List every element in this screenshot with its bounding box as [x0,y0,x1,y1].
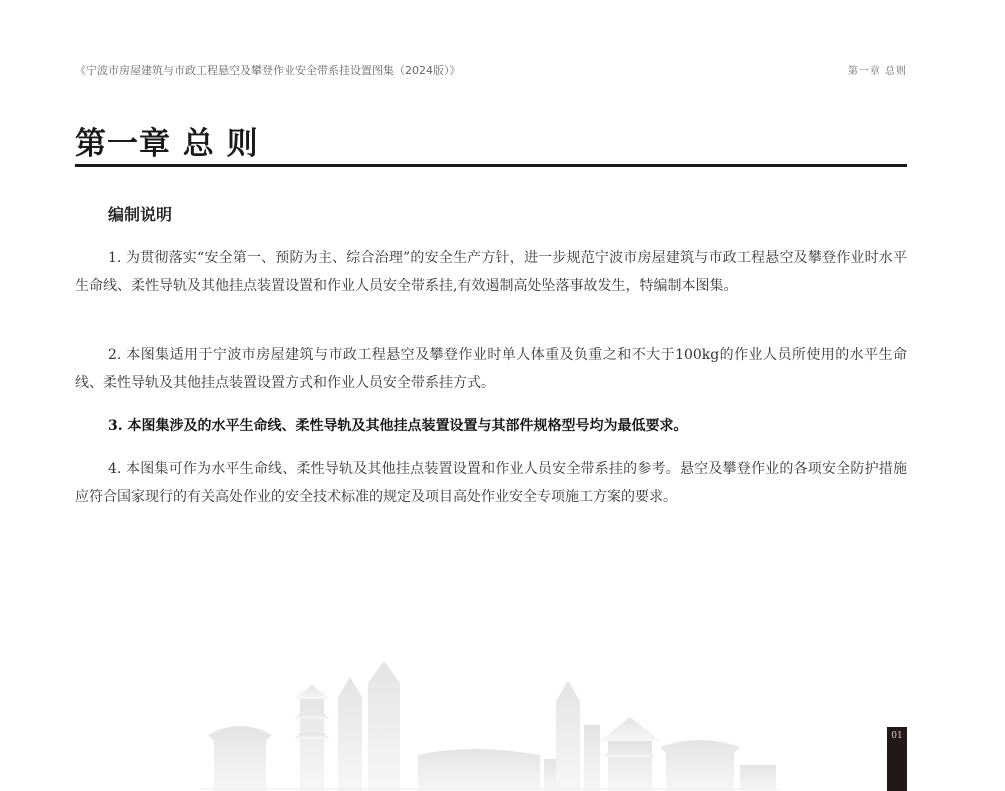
section-heading: 编制说明 [108,205,173,224]
page-number-tab [887,727,907,791]
page-number: 01 [891,731,903,741]
chapter-title: 第一章 总 则 [75,126,259,162]
paragraph-1: 1. 为贯彻落实“安全第一、预防为主、综合治理”的安全生产方针，进一步规范宁波市房屋建筑与市政工程悬空及攀登作业时水平生命线、柔性导轨及其他挂点装置设置和作业人员安全带系挂,有效遏制高处坠落事故发生，特编制本图集。 [75,250,907,294]
paragraph-3: 3. 本图集涉及的水平生命线、柔性导轨及其他挂点装置设置与其部件规格型号均为最低要求。 [108,418,688,434]
chapter-label: 第一章 总则 [847,66,907,77]
paragraph-2: 2. 本图集适用于宁波市房屋建筑与市政工程悬空及攀登作业时单人体重及负重之和不大于100kg的作业人员所使用的水平生命线、柔性导轨及其他挂点装置设置方式和作业人员安全带系挂方式。 [75,347,907,391]
chapter-divider [75,164,907,167]
book-title: 《宁波市房屋建筑与市政工程悬空及攀登作业安全带系挂设置图集（2024版）》 [75,64,461,77]
running-header [75,62,907,80]
paragraph-4: 4. 本图集可作为水平生命线、柔性导轨及其他挂点装置设置和作业人员安全带系挂的参考。悬空及攀登作业的各项安全防护措施应符合国家现行的有关高处作业的安全技术标准的规定及项目高处作业安全专项施工方案的要求。 [75,461,907,505]
city-skyline-watermark [200,655,780,791]
